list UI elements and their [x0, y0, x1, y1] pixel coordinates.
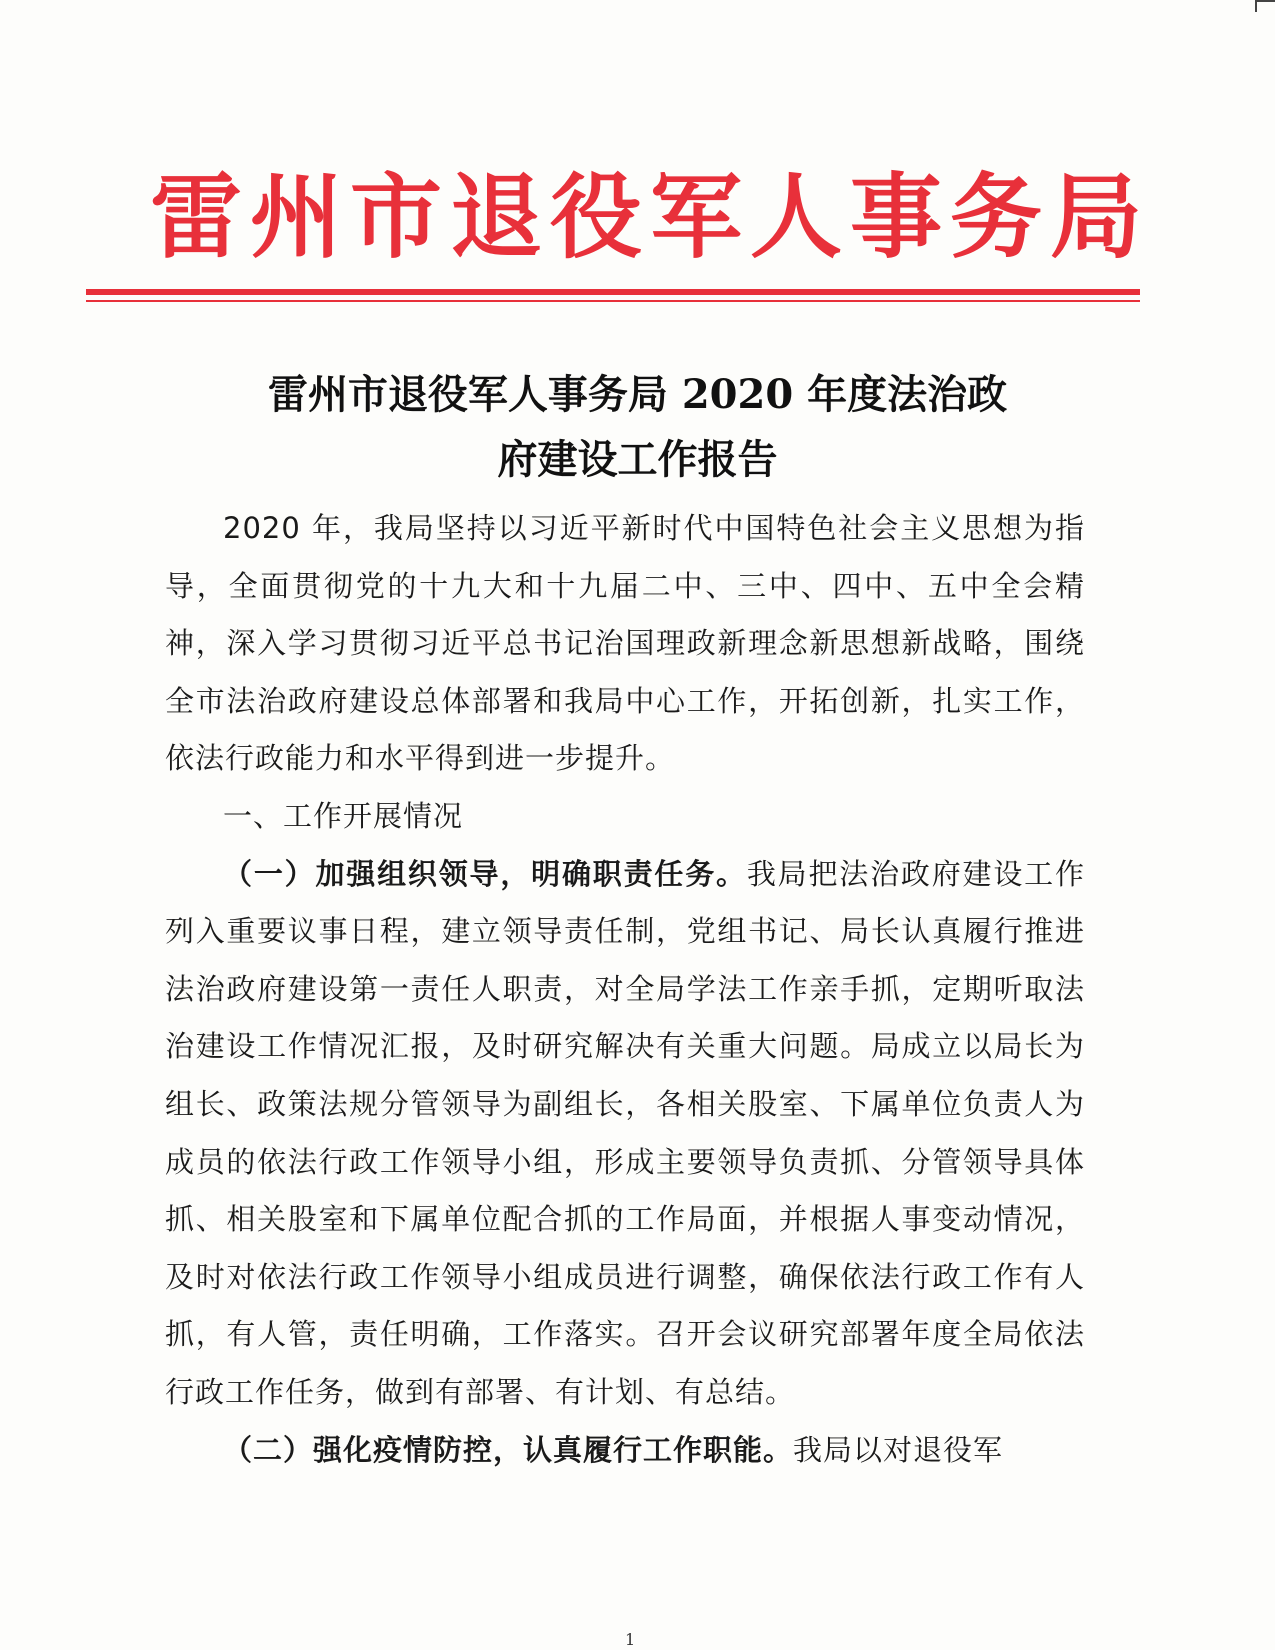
- masthead-rule-thick: [86, 289, 1140, 295]
- item-2-paragraph: [165, 1422, 1085, 1480]
- item-2-text: 我局以对退役军: [793, 1432, 1004, 1467]
- item-1-text: 我局把法治政府建设工作列入重要议事日程，建立领导责任制，党组书记、局长认真履行推进法治政府建设第一责任人职责，对全局学法工作亲手抓，定期听取法治建设工作情况汇报，及时研究解决有关重大问题。局成立以局长为组长、政策法规分管领导为副组长，各相关股室、下属单位负责人为成员的依法行政工作领导小组，形成主要领导负责抓、分管领导具体抓、相关股室和下属单位配合抓的工作局面，并根据人事变动情况，及时对依法行政工作领导小组成员进行调整，确保依法行政工作有人抓，有人管，责任明确，工作落实。召开会议研究部署年度全局依法行政工作任务，做到有部署、有计划、有总结。: [165, 856, 1085, 1409]
- intro-paragraph: 2020 年，我局坚持以习近平新时代中国特色社会主义思想为指导，全面贯彻党的十九大和十九届二中、三中、四中、五中全会精神，深入学习贯彻习近平总书记治国理政新理念新思想新战略，围绕全市法治政府建设总体部署和我局中心工作，开拓创新，扎实工作，依法行政能力和水平得到进一步提升。: [165, 511, 1085, 776]
- report-title-line-2: 府建设工作报告: [497, 436, 778, 483]
- item-1-heading: （一）加强组织领导，明确职责任务。: [223, 856, 747, 891]
- masthead-rule-thin: [86, 300, 1140, 302]
- masthead-title: 雷州市退役军人事务局: [150, 164, 1151, 271]
- item-1-paragraph: [165, 846, 1085, 1422]
- report-body: [165, 500, 1085, 1479]
- report-title-line-1: 雷州市退役军人事务局 2020 年度法治政: [267, 371, 1008, 418]
- section-heading: 一、工作开展情况: [223, 798, 464, 833]
- page-number: 1: [625, 1630, 636, 1649]
- item-2-heading: （二）强化疫情防控，认真履行工作职能。: [223, 1432, 794, 1467]
- scan-corner-mark: [1255, 0, 1275, 12]
